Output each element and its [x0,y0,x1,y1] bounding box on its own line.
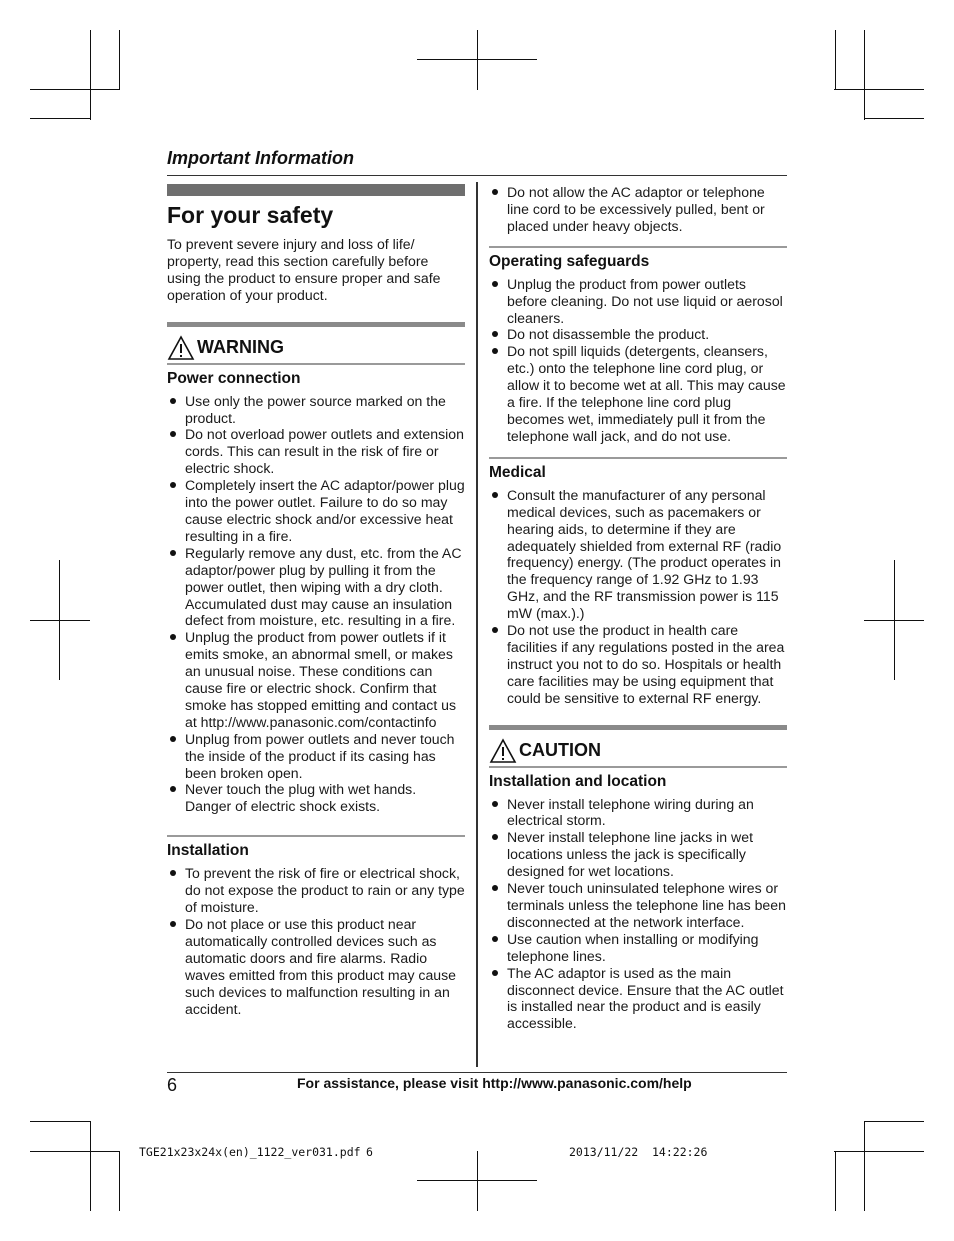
intro-paragraph: To prevent severe injury and loss of life/ property, read this section carefully before using the product to ensure proper and safe operation of your product. [167,236,441,303]
crop-mark [119,1151,120,1211]
footer-assistance-text: For assistance, please visit http://www.panasonic.com/help [297,1075,692,1091]
right-column [489,184,787,1032]
registration-mark [864,620,924,621]
column-divider [476,182,478,1067]
section-header: Important Information [167,148,354,168]
caution-rule [489,725,787,730]
list-item: Do not spill liquids (detergents, cleansers, etc.) onto the telephone line cord plug, or allow it to become wet at all. This may cause a fire. If the telephone line cord plug becomes wet, immediately pull it from the telephone wall jack, and do not use. [489,343,787,444]
list-item: Unplug the product from power outlets if it emits smoke, an abnormal smell, or makes an unusual noise. These conditions can cause fire or electric shock. Confirm that smoke has stopped emitting and contact us at http://www.panasonic.com/contactinfo [167,629,465,730]
power-connection-list [167,393,465,816]
crop-mark [119,30,120,90]
list-item: Completely insert the AC adaptor/power plug into the power outlet. Failure to do so may cause electric shock and/or excessive heat resulting in a fire. [167,477,465,545]
page-title: For your safety [167,202,334,228]
list-item: Consult the manufacturer of any personal medical devices, such as pacemakers or hearing aids, to determine if they are adequately shielded from external RF (radio frequency) energy. (The product operates in the frequency range of 1.92 GHz to 1.93 GHz, and the RF transmission power is 115 mW (max.).) [489,487,787,622]
list-item: The AC adaptor is used as the main disconnect device. Ensure that the AC outlet is installed near the product and is easily accessible. [489,965,787,1033]
registration-mark [30,620,90,621]
section-rule [489,457,787,459]
list-item: Use only the power source marked on the product. [167,393,465,427]
crop-mark [30,1121,90,1122]
footer-rule [167,1072,787,1073]
crop-mark [30,1151,120,1152]
page-number: 6 [167,1075,178,1095]
power-connection-heading: Power connection [167,369,301,387]
slug-page: 6 [366,1145,373,1159]
warning-label: WARNING [197,337,284,358]
registration-mark [477,1151,478,1211]
caution-label: CAUTION [519,740,601,761]
list-item: Never touch the plug with wet hands. Danger of electric shock exists. [167,781,465,815]
left-column [167,184,465,1017]
list-item: Use caution when installing or modifying telephone lines. [489,931,787,965]
list-item: Do not disassemble the product. [489,326,787,343]
crop-mark [834,1151,924,1152]
list-item: Never touch uninsulated telephone wires or terminals unless the telephone line has been disconnected at the network interface. [489,880,787,931]
list-item: Never install telephone line jacks in wet locations unless the jack is specifically designed for wet locations. [489,829,787,880]
crop-mark [835,1151,836,1211]
section-rule [167,363,465,365]
installation-location-heading: Installation and location [489,772,667,790]
registration-mark [417,59,537,60]
crop-mark [864,1121,865,1211]
medical-list [489,487,787,707]
warning-rule [167,322,465,327]
crop-mark [864,1121,924,1122]
list-item: Do not overload power outlets and extension cords. This can result in the risk of fire or electric shock. [167,426,465,477]
crop-mark [30,118,90,119]
crop-mark [30,89,120,90]
warning-heading [167,331,465,365]
section-rule [167,835,465,837]
header-rule [167,175,787,176]
section-rule [489,246,787,248]
installation-list-continued [489,184,787,235]
list-item: Unplug from power outlets and never touch the inside of the product if its casing has been broken open. [167,731,465,782]
crop-mark [864,118,924,119]
slug-date: 2013/11/22 [569,1145,639,1159]
list-item: Do not use the product in health care facilities if any regulations posted in the area instruct you not to do so. Hospitals or health care facilities may be using equipment that could be sensitive to external RF energy. [489,622,787,707]
crop-mark [864,30,865,120]
installation-location-list [489,796,787,1033]
crop-mark [90,30,91,120]
crop-mark [834,89,924,90]
list-item: Unplug the product from power outlets before cleaning. Do not use liquid or aerosol cleaners. [489,276,787,327]
slug-time: 14:22:26 [652,1145,708,1159]
registration-mark [477,30,478,90]
list-item: Do not place or use this product near automatically controlled devices such as automatic doors and fire alarms. Radio waves emitted from this product may cause such devices to malfunction resulting in an accident. [167,916,465,1017]
list-item: Do not allow the AC adaptor or telephone line cord to be excessively pulled, bent or placed under heavy objects. [489,184,787,235]
crop-mark [90,1121,91,1211]
list-item: To prevent the risk of fire or electrical shock, do not expose the product to rain or any type of moisture. [167,865,465,916]
installation-heading: Installation [167,842,249,860]
title-bar [167,184,465,196]
registration-mark [417,1180,537,1181]
crop-mark [835,30,836,90]
operating-safeguards-heading: Operating safeguards [489,252,650,270]
slug-filename: TGE21x23x24x(en)_1122_ver031.pdf [139,1145,361,1159]
installation-list [167,865,465,1017]
list-item: Never install telephone wiring during an electrical storm. [489,796,787,830]
list-item: Regularly remove any dust, etc. from the AC adaptor/power plug by pulling it from the power outlet, then wiping with a dry cloth. Accumulated dust may cause an insulation defect from moisture, etc. resulting in a fire. [167,545,465,630]
medical-heading: Medical [489,463,546,481]
operating-safeguards-list [489,276,787,445]
section-rule [489,766,787,768]
warning-triangle-icon [489,738,517,764]
warning-triangle-icon [167,335,195,361]
caution-heading [489,734,787,768]
